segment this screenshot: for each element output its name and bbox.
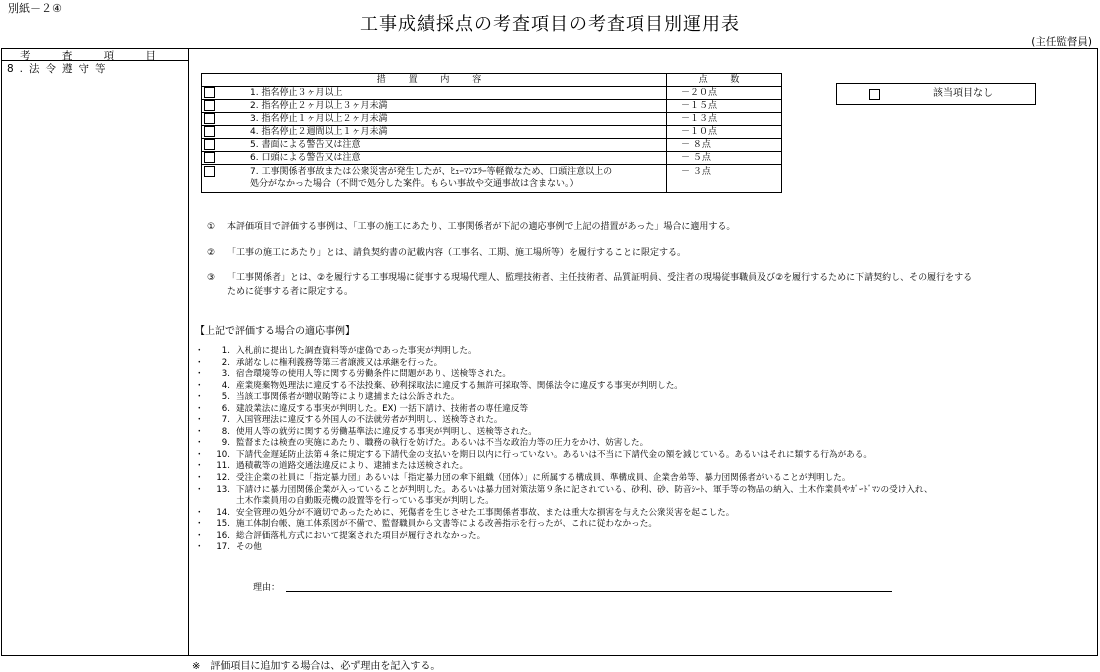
not-applicable-checkbox[interactable] (869, 89, 880, 100)
case-number: 7. (221, 415, 230, 426)
cases-heading: 【上記で評価する場合の適応事例】 (195, 326, 355, 337)
measure-points: －１３点 (667, 113, 782, 126)
measure-text: 4. 指名停止２週間以上１ヶ月未満 (216, 126, 667, 139)
case-number: 12. (216, 473, 230, 484)
cases-list (195, 346, 933, 554)
case-number: 17. (216, 542, 230, 553)
measure-points: － ８点 (667, 139, 782, 152)
not-applicable-label: 該当項目なし (933, 88, 993, 99)
bullet: ・ (195, 380, 204, 391)
measure-points: －１５点 (667, 100, 782, 113)
header-points: 点 数 (667, 74, 782, 87)
case-text: 受注企業の社員に「指定暴力団」あるいは「指定暴力団の傘下組織（団体）」に所属する構成員、準構成員、企業舎弟等、暴力団関係者がいることが判明した。 (236, 473, 851, 484)
table-row (202, 165, 782, 193)
case-text: 総合評価落札方式において提案された項目が履行されなかった。 (236, 530, 486, 541)
list-item (195, 415, 933, 427)
checkbox[interactable] (204, 139, 215, 150)
bullet: ・ (195, 449, 204, 460)
list-item (195, 473, 933, 485)
note-1 (207, 220, 1027, 236)
case-number: 11. (216, 461, 230, 472)
case-text: 下請けに暴力団関係企業が入っていることが判明した。あるいは暴力団対策法第９条に記されている、砂利、砂、防音ｼｰﾄ、軍手等の物品の納入、土木作業員やｶﾞｰﾄﾞﾏﾝの受け入れ、 (236, 484, 933, 495)
measure-points: － ５点 (667, 152, 782, 165)
bullet: ・ (195, 542, 204, 553)
case-text: 当該工事関係者が贈収賄等により逮捕または公訴された。 (236, 392, 460, 403)
header-content: 措 置 内 容 (202, 74, 667, 87)
list-item (195, 450, 933, 462)
list-item (195, 485, 933, 497)
case-text: 建設業法に違反する事実が判明した。EX) 一括下請け、技術者の専任違反等 (236, 403, 529, 414)
note-mark: ③ (207, 273, 216, 283)
note-text: 「工事の施工にあたり」とは、請負契約書の記載内容（工事名、工期、施工場所等）を履行することに限定する。 (227, 248, 687, 258)
case-number: 3. (221, 369, 230, 380)
measure-text-line1: 7. 工事関係者事故または公衆災害が発生したが、ﾋｭｰﾏﾝｴﾗｰ等軽微なため、口頭注意以上の (250, 167, 613, 177)
document-ref: 別紙－２④ (8, 2, 62, 15)
bullet: ・ (195, 461, 204, 472)
list-item (195, 461, 933, 473)
table-row (202, 113, 782, 126)
list-item (195, 519, 933, 531)
bullet: ・ (195, 392, 204, 403)
page-title: 工事成績採点の考査項目の考査項目別運用表 (360, 14, 740, 35)
table-row (202, 100, 782, 113)
case-number: 8. (221, 426, 230, 437)
table-row (202, 126, 782, 139)
checkbox[interactable] (204, 113, 215, 124)
bullet: ・ (195, 346, 204, 356)
evaluation-item: 8.法令遵守等 (7, 63, 112, 75)
case-text: 下請代金遅延防止法第４条に規定する下請代金の支払いを期日以内に行っていない。あるいは不当に下請代金の額を減じている。あるいはそれに類する行為がある。 (236, 449, 872, 460)
case-number: 16. (216, 530, 230, 541)
case-number: 1. (221, 346, 230, 356)
note-text-line2: ために従事する者に限定する。 (227, 287, 354, 297)
list-item (195, 346, 933, 358)
bullet: ・ (195, 415, 204, 426)
list-item (195, 542, 933, 554)
table-row (202, 152, 782, 165)
list-item (195, 358, 933, 370)
measure-points: － ３点 (667, 165, 782, 193)
case-number: 5. (221, 392, 230, 403)
reason-input-line[interactable] (286, 591, 892, 592)
list-item (195, 392, 933, 404)
measure-text: 2. 指名停止２ヶ月以上３ヶ月未満 (216, 100, 667, 113)
list-item (195, 381, 933, 393)
note-3 (207, 271, 1027, 301)
list-item (195, 438, 933, 450)
case-text: 宿舎環境等の使用人等に関する労働条件に問題があり、送検等された。 (236, 369, 512, 380)
case-number: 15. (216, 519, 230, 530)
case-text: 安全管理の処分が不適切であったために、死傷者を生じさせた工事関係者事故、または重大な損害を与えた公衆災害を起こした。 (236, 507, 735, 518)
case-number: 14. (216, 507, 230, 518)
case-number: 6. (221, 403, 230, 414)
case-number: 13. (216, 484, 230, 495)
reason-label: 理由： (253, 583, 281, 593)
table-row (202, 87, 782, 100)
case-number: 4. (221, 380, 230, 391)
note-text (227, 271, 1017, 299)
bullet: ・ (195, 473, 204, 484)
measure-points: －１０点 (667, 126, 782, 139)
measure-points: －２０点 (667, 87, 782, 100)
bullet: ・ (195, 403, 204, 414)
list-item-continuation: 土木作業員用の自動販売機の設置等を行っている事実が判明した。 (236, 496, 494, 507)
note-text: 本評価項目で評価する事例は、「工事の施工にあたり、工事関係者が下記の適応事例で上記の措置があった」場合に適用する。 (227, 222, 736, 232)
bullet: ・ (195, 369, 204, 380)
list-item (195, 369, 933, 381)
case-text: 過積載等の道路交通法違反により、逮捕または送検された。 (236, 461, 469, 472)
list-item (195, 531, 933, 543)
measures-table (201, 73, 782, 193)
note-text-line1: 「工事関係者」とは、②を履行する工事現場に従事する現場代理人、監理技術者、主任技術者、品質証明員、受注者の現場従事職員及び②を履行するために下請契約し、その履行をする (227, 273, 973, 283)
case-text: 産業廃棄物処理法に違反する不法投棄、砂利採取法に違反する無許可採取等、関係法令に違反する事実が判明した。 (236, 380, 683, 391)
bullet: ・ (195, 507, 204, 518)
supervisor-label: (主任監督員) (1031, 36, 1092, 48)
checkbox[interactable] (204, 126, 215, 137)
measure-text-line2: 処分がなかった場合（不問で処分した案件。もらい事故や交通事故は含まない。） (250, 179, 579, 189)
bullet: ・ (195, 357, 204, 368)
case-number: 2. (221, 357, 230, 368)
measure-text: 1. 指名停止３ヶ月以上 (216, 87, 667, 100)
bullet: ・ (195, 426, 204, 437)
table-header-row (202, 74, 782, 87)
bullet: ・ (195, 519, 204, 530)
case-text: 承諾なしに権利義務等第三者譲渡又は承継を行った。 (236, 357, 443, 368)
checkbox[interactable] (204, 87, 215, 98)
table-row (202, 139, 782, 152)
list-item (195, 427, 933, 439)
checkbox[interactable] (204, 152, 215, 163)
checkbox[interactable] (204, 100, 215, 111)
bullet: ・ (195, 438, 204, 449)
bullet: ・ (195, 484, 204, 495)
note-mark: ② (207, 248, 216, 258)
list-item (195, 508, 933, 520)
column-header: 考 査 項 目 (19, 50, 170, 62)
note-2 (207, 246, 1027, 262)
case-text: 施工体制台帳、施工体系図が不備で、監督職員から文書等による改善指示を行ったが、これに従わなかった。 (236, 519, 657, 530)
case-text: 使用人等の就労に関する労働基準法に違反する事実が判明し、送検等された。 (236, 426, 537, 437)
measure-text: 6. 口頭による警告又は注意 (216, 152, 667, 165)
footer-note: ※ 評価項目に追加する場合は、必ず理由を記入する。 (192, 661, 441, 672)
case-text: その他 (236, 542, 262, 553)
column-divider (188, 49, 189, 655)
measure-text: 5. 書面による警告又は注意 (216, 139, 667, 152)
case-text: 監督または検査の実施にあたり、職務の執行を妨げた。あるいは不当な政治力等の圧力をかけ、妨害した。 (236, 438, 649, 449)
measure-text (216, 165, 667, 193)
checkbox[interactable] (204, 166, 215, 177)
measure-text: 3. 指名停止１ヶ月以上２ヶ月未満 (216, 113, 667, 126)
case-number: 9. (221, 438, 230, 449)
not-applicable-box (836, 83, 1036, 105)
list-item (195, 404, 933, 416)
case-number: 10. (216, 449, 230, 460)
case-text: 入国管理法に違反する外国人の不法就労者が判明し、送検等された。 (236, 415, 503, 426)
bullet: ・ (195, 530, 204, 541)
case-text: 入札前に提出した調査資料等が虚偽であった事実が判明した。 (236, 346, 477, 356)
note-mark: ① (207, 222, 216, 232)
